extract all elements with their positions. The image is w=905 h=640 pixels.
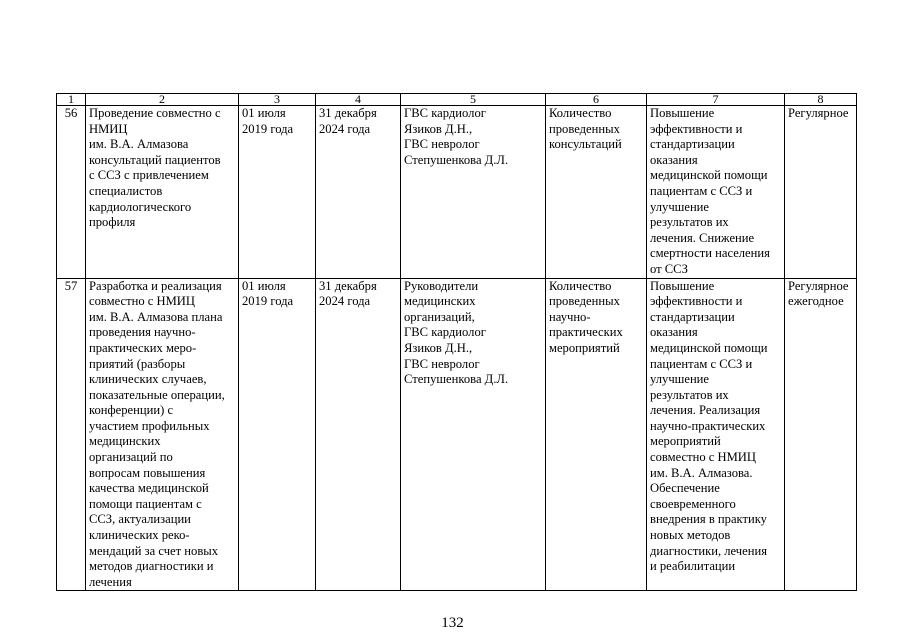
end-date-cell: 31 декабря 2024 года bbox=[316, 278, 401, 591]
indicator-cell: Количество проведенных консультаций bbox=[546, 106, 647, 279]
page-number: 132 bbox=[441, 615, 464, 631]
column-number: 8 bbox=[785, 94, 857, 106]
plan-table bbox=[56, 93, 857, 591]
column-number-row bbox=[57, 94, 857, 106]
column-number: 2 bbox=[86, 94, 239, 106]
activity-cell: Разработка и реализация совместно с НМИЦ им. В.А. Алмазова плана проведения научно- практических меро- приятий (разборы клинических случаев, показательные операции, конференции) с участием профильных медицинских организаций по вопросам повышения качества медицинской помощи пациентам с ССЗ, актуализации клинических реко- мендаций за счет новых методов диагностики и лечения bbox=[86, 278, 239, 591]
result-cell: Повышение эффективности и стандартизации оказания медицинской помощи пациентам с ССЗ и улучшение результатов их лечения. Снижение смертности населения от ССЗ bbox=[647, 106, 785, 279]
type-cell: Регулярное bbox=[785, 106, 857, 279]
column-number: 1 bbox=[57, 94, 86, 106]
column-number: 6 bbox=[546, 94, 647, 106]
column-number: 7 bbox=[647, 94, 785, 106]
row-number-cell: 56 bbox=[57, 106, 86, 279]
responsible-cell: ГВС кардиолог Язиков Д.Н., ГВС невролог Степушенкова Д.Л. bbox=[401, 106, 546, 279]
row-number-cell: 57 bbox=[57, 278, 86, 591]
table-row bbox=[57, 278, 857, 591]
responsible-cell: Руководители медицинских организаций, ГВС кардиолог Язиков Д.Н., ГВС невролог Степушенкова Д.Л. bbox=[401, 278, 546, 591]
column-number: 4 bbox=[316, 94, 401, 106]
start-date-cell: 01 июля 2019 года bbox=[239, 278, 316, 591]
end-date-cell: 31 декабря 2024 года bbox=[316, 106, 401, 279]
activity-cell: Проведение совместно с НМИЦ им. В.А. Алмазова консультаций пациентов с ССЗ с привлечением специалистов кардиологического профиля bbox=[86, 106, 239, 279]
result-cell: Повышение эффективности и стандартизации оказания медицинской помощи пациентам с ССЗ и улучшение результатов их лечения. Реализация научно-практических мероприятий совместно с НМИЦ им. В.А. Алмазова. Обеспечение своевременного внедрения в практику новых методов диагностики, лечения и реабилитации bbox=[647, 278, 785, 591]
type-cell: Регулярное ежегодное bbox=[785, 278, 857, 591]
indicator-cell: Количество проведенных научно- практических мероприятий bbox=[546, 278, 647, 591]
start-date-cell: 01 июля 2019 года bbox=[239, 106, 316, 279]
column-number: 3 bbox=[239, 94, 316, 106]
column-number: 5 bbox=[401, 94, 546, 106]
table-row bbox=[57, 106, 857, 279]
